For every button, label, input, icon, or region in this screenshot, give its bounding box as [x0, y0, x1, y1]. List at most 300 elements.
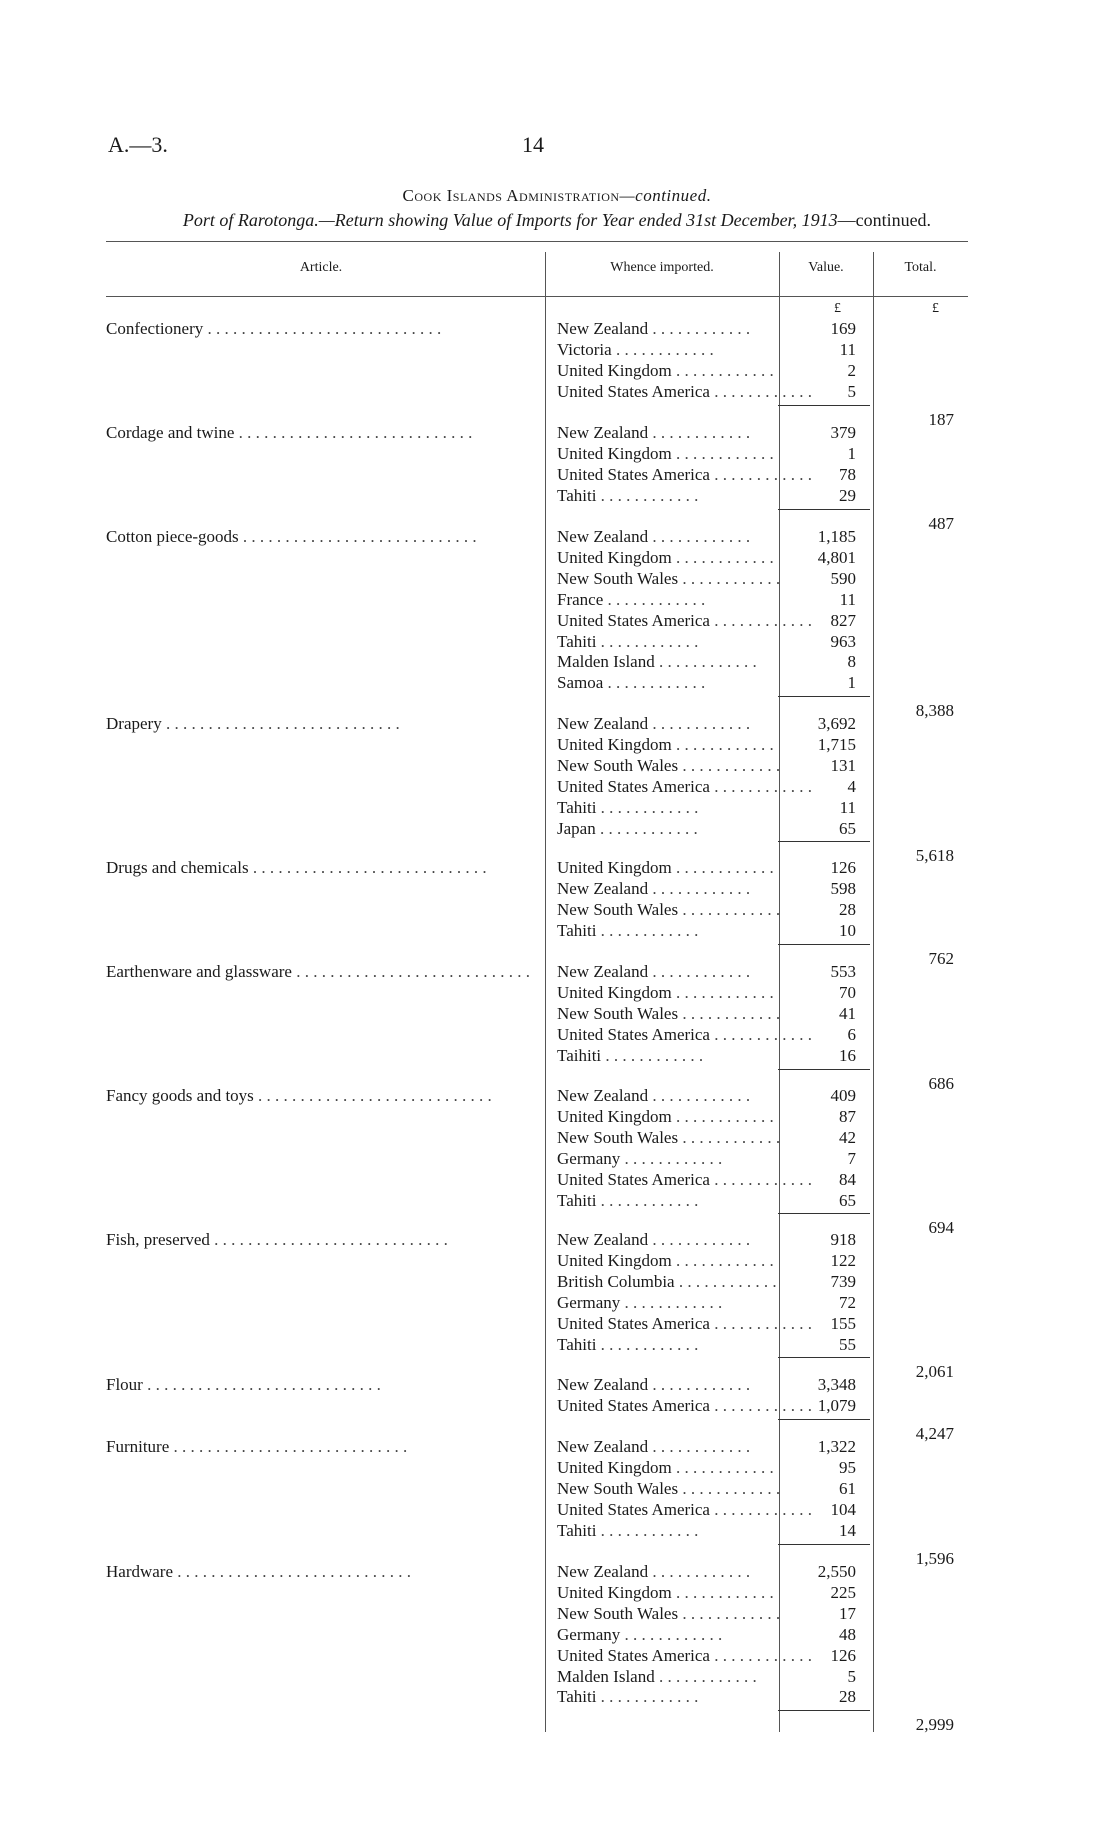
country-leader-dots: . . . . . . . . . . . . — [709, 776, 812, 796]
whence-country — [557, 1478, 781, 1499]
country-leader-dots: . . . . . . . . . . . . — [709, 381, 812, 401]
import-value: 2,550 — [817, 1562, 856, 1581]
whence-country — [557, 318, 769, 339]
import-value: 70 — [839, 982, 856, 1002]
group-total: 187 — [928, 409, 954, 429]
whence-country — [557, 464, 812, 485]
article-name: Flour — [106, 1375, 143, 1394]
article-label — [106, 1374, 530, 1395]
whence-country — [557, 1561, 769, 1582]
article-label — [106, 1229, 530, 1250]
country-leader-dots: . . . . . . . . . . . . — [671, 1582, 774, 1602]
whence-country — [557, 631, 769, 652]
group-subtotal-rule — [778, 696, 870, 697]
country-leader-dots: . . . . . . . . . . . . — [671, 734, 774, 754]
country-name: New Zealand — [557, 1375, 649, 1394]
country-leader-dots: . . . . . . . . . . . . — [674, 1271, 777, 1291]
whence-country — [557, 1395, 812, 1416]
country-name: Japan — [557, 818, 596, 838]
whence-country — [557, 920, 769, 941]
whence-country — [557, 1520, 769, 1541]
header-top-rule — [106, 241, 968, 242]
country-name: United States America — [557, 1024, 710, 1044]
group-total: 762 — [928, 948, 954, 968]
article-name: Cotton piece-goods — [106, 527, 239, 546]
whence-country — [557, 485, 769, 506]
country-name: British Columbia — [557, 1271, 675, 1291]
value-currency-symbol: £ — [834, 301, 841, 316]
country-name: New South Wales — [557, 755, 679, 775]
country-leader-dots: . . . . . . . . . . . . — [603, 673, 706, 693]
import-value: 48 — [839, 1624, 856, 1644]
country-name: New Zealand — [557, 962, 649, 981]
whence-country — [557, 547, 774, 568]
country-name: Malden Island — [557, 652, 655, 672]
whence-country — [557, 568, 781, 589]
whence-country — [557, 878, 769, 899]
article-label — [106, 526, 530, 547]
whence-country — [557, 713, 769, 734]
country-leader-dots: . . . . . . . . . . . . — [648, 1230, 751, 1249]
country-name: New Zealand — [557, 1562, 649, 1581]
group-subtotal-rule — [778, 1544, 870, 1545]
whence-country — [557, 381, 812, 402]
import-value: 1 — [847, 443, 856, 463]
import-value: 827 — [830, 610, 856, 630]
country-name: United States America — [557, 464, 710, 484]
article-leader-dots: . . . . . . . . . . . . . . . . . . . . . . . . . . . . — [173, 1562, 412, 1581]
country-name: New Zealand — [557, 1230, 649, 1249]
country-leader-dots: . . . . . . . . . . . . — [603, 589, 706, 609]
country-name: United Kingdom — [557, 1457, 672, 1477]
import-value: 963 — [830, 631, 856, 651]
whence-country — [557, 1334, 769, 1355]
country-leader-dots: . . . . . . . . . . . . — [678, 755, 781, 775]
country-name: United Kingdom — [557, 734, 672, 754]
import-value: 87 — [839, 1106, 856, 1126]
article-leader-dots: . . . . . . . . . . . . . . . . . . . . . . . . . . . . — [234, 423, 473, 442]
import-value: 104 — [830, 1499, 856, 1519]
article-leader-dots: . . . . . . . . . . . . . . . . . . . . . . . . . . . . — [253, 1086, 492, 1105]
whence-country — [557, 961, 769, 982]
import-value: 409 — [830, 1086, 856, 1105]
country-name: United States America — [557, 1395, 710, 1415]
whence-country — [557, 1190, 769, 1211]
import-value: 11 — [839, 589, 856, 609]
import-value: 379 — [830, 423, 856, 442]
whence-country — [557, 982, 774, 1003]
whence-country — [557, 1457, 774, 1478]
group-total: 686 — [928, 1073, 954, 1093]
group-subtotal-rule — [778, 1069, 870, 1070]
country-name: New South Wales — [557, 1603, 679, 1623]
import-value: 78 — [839, 464, 856, 484]
country-leader-dots: . . . . . . . . . . . . — [648, 1562, 751, 1581]
group-subtotal-rule — [778, 944, 870, 945]
whence-country — [557, 589, 769, 610]
country-name: Tahiti — [557, 1687, 597, 1707]
whence-country — [557, 526, 769, 547]
import-value: 590 — [830, 568, 856, 588]
import-value: 10 — [839, 920, 856, 940]
country-leader-dots: . . . . . . . . . . . . — [596, 1190, 699, 1210]
import-value: 1,322 — [817, 1437, 856, 1456]
country-leader-dots: . . . . . . . . . . . . — [620, 1148, 723, 1168]
import-value: 11 — [839, 339, 856, 359]
article-leader-dots: . . . . . . . . . . . . . . . . . . . . . . . . . . . . — [248, 858, 487, 877]
whence-country — [557, 776, 812, 797]
group-total: 2,061 — [915, 1362, 954, 1382]
page-number: 14 — [522, 132, 544, 157]
article-name: Fancy goods and toys — [106, 1086, 254, 1105]
column-header-value: Value. — [808, 260, 844, 275]
import-value: 17 — [839, 1603, 856, 1623]
whence-country — [557, 1271, 777, 1292]
country-name: United Kingdom — [557, 858, 672, 877]
country-name: United States America — [557, 610, 710, 630]
country-name: Samoa — [557, 673, 604, 693]
whence-country — [557, 1250, 774, 1271]
article-label — [106, 1436, 530, 1457]
country-name: New Zealand — [557, 1437, 649, 1456]
import-value: 84 — [839, 1169, 856, 1189]
import-value: 65 — [839, 1190, 856, 1210]
import-value: 14 — [839, 1520, 856, 1540]
country-name: Tahiti — [557, 797, 597, 817]
country-leader-dots: . . . . . . . . . . . . — [648, 319, 751, 338]
country-leader-dots: . . . . . . . . . . . . — [709, 1499, 812, 1519]
import-value: 11 — [839, 797, 856, 817]
country-leader-dots: . . . . . . . . . . . . — [709, 1024, 812, 1044]
import-value: 598 — [830, 878, 856, 898]
header-bottom-rule — [106, 296, 968, 297]
report-reference: A.—3. — [108, 132, 168, 157]
country-name: United Kingdom — [557, 1250, 672, 1270]
country-leader-dots: . . . . . . . . . . . . — [648, 1086, 751, 1105]
group-total: 1,596 — [915, 1548, 954, 1568]
article-name: Fish, preserved — [106, 1230, 210, 1249]
whence-country — [557, 443, 774, 464]
import-value: 3,348 — [817, 1375, 856, 1394]
country-name: New Zealand — [557, 527, 649, 546]
country-name: Tahiti — [557, 1334, 597, 1354]
import-value: 8 — [847, 652, 856, 672]
import-value: 95 — [839, 1457, 856, 1477]
country-name: New Zealand — [557, 714, 649, 733]
import-value: 4,801 — [817, 547, 856, 567]
group-subtotal-rule — [778, 1357, 870, 1358]
country-leader-dots: . . . . . . . . . . . . — [595, 818, 698, 838]
import-value: 225 — [830, 1582, 856, 1602]
import-value: 1,079 — [817, 1395, 856, 1415]
caption-continued: —continued. — [837, 210, 932, 230]
article-label — [106, 1561, 530, 1582]
whence-country — [557, 651, 769, 672]
article-label — [106, 713, 530, 734]
whence-country — [557, 755, 781, 776]
country-leader-dots: . . . . . . . . . . . . — [596, 485, 699, 505]
import-value: 42 — [839, 1127, 856, 1147]
country-name: New Zealand — [557, 1086, 649, 1105]
column-header-whence: Whence imported. — [610, 260, 714, 275]
group-subtotal-rule — [778, 1419, 870, 1420]
import-value: 131 — [830, 755, 856, 775]
country-name: Germany — [557, 1292, 621, 1312]
import-value: 126 — [830, 858, 856, 877]
article-leader-dots: . . . . . . . . . . . . . . . . . . . . . . . . . . . . — [238, 527, 477, 546]
article-label — [106, 422, 530, 443]
import-value: 5 — [847, 1666, 856, 1686]
whence-country — [557, 1106, 774, 1127]
country-leader-dots: . . . . . . . . . . . . — [648, 962, 751, 981]
country-leader-dots: . . . . . . . . . . . . — [678, 1478, 781, 1498]
whence-country — [557, 339, 769, 360]
import-value: 5 — [847, 381, 856, 401]
country-name: United States America — [557, 381, 710, 401]
import-value: 29 — [839, 485, 856, 505]
country-leader-dots: . . . . . . . . . . . . — [678, 1603, 781, 1623]
country-name: Tahiti — [557, 1190, 597, 1210]
country-name: New South Wales — [557, 1003, 679, 1023]
article-leader-dots: . . . . . . . . . . . . . . . . . . . . . . . . . . . . — [142, 1375, 381, 1394]
column-header-total: Total. — [904, 260, 937, 275]
country-name: United Kingdom — [557, 1582, 672, 1602]
country-name: Taihiti — [557, 1045, 602, 1065]
whence-country — [557, 1499, 812, 1520]
article-leader-dots: . . . . . . . . . . . . . . . . . . . . . . . . . . . . — [203, 319, 442, 338]
whence-country — [557, 857, 774, 878]
import-value: 553 — [830, 962, 856, 981]
country-leader-dots: . . . . . . . . . . . . — [671, 1250, 774, 1270]
whence-country — [557, 1292, 769, 1313]
country-name: New South Wales — [557, 568, 679, 588]
country-leader-dots: . . . . . . . . . . . . — [648, 423, 751, 442]
country-name: New South Wales — [557, 1478, 679, 1498]
country-name: New South Wales — [557, 899, 679, 919]
import-value: 2 — [847, 360, 856, 380]
country-leader-dots: . . . . . . . . . . . . — [709, 1313, 812, 1333]
country-leader-dots: . . . . . . . . . . . . — [671, 982, 774, 1002]
article-leader-dots: . . . . . . . . . . . . . . . . . . . . . . . . . . . . — [169, 1437, 408, 1456]
whence-country — [557, 1148, 769, 1169]
whence-country — [557, 1003, 781, 1024]
country-leader-dots: . . . . . . . . . . . . — [709, 610, 812, 630]
article-name: Earthenware and glassware — [106, 962, 292, 981]
whence-country — [557, 672, 769, 693]
import-value: 41 — [839, 1003, 856, 1023]
country-leader-dots: . . . . . . . . . . . . — [709, 1645, 812, 1665]
group-total: 5,618 — [915, 846, 954, 866]
caption-text: Port of Rarotonga.—Return showing Value of Imports for Year ended 31st December, 1913 — [182, 210, 838, 230]
whence-country — [557, 1085, 769, 1106]
article-leader-dots: . . . . . . . . . . . . . . . . . . . . . . . . . . . . — [161, 714, 400, 733]
country-name: New Zealand — [557, 319, 649, 338]
import-value: 7 — [847, 1148, 856, 1168]
article-name: Confectionery — [106, 319, 204, 338]
country-leader-dots: . . . . . . . . . . . . — [671, 1457, 774, 1477]
group-subtotal-rule — [778, 841, 870, 842]
import-value: 122 — [830, 1250, 856, 1270]
country-leader-dots: . . . . . . . . . . . . — [596, 1334, 699, 1354]
article-name: Cordage and twine — [106, 423, 235, 442]
country-name: United Kingdom — [557, 1106, 672, 1126]
total-currency-symbol: £ — [932, 301, 939, 316]
country-name: United States America — [557, 1499, 710, 1519]
country-leader-dots: . . . . . . . . . . . . — [596, 1520, 699, 1540]
country-name: Tahiti — [557, 631, 597, 651]
country-leader-dots: . . . . . . . . . . . . — [678, 568, 781, 588]
import-value: 4 — [847, 776, 856, 796]
country-leader-dots: . . . . . . . . . . . . — [620, 1624, 723, 1644]
import-value: 3,692 — [817, 714, 856, 733]
import-value: 6 — [847, 1024, 856, 1044]
country-name: New South Wales — [557, 1127, 679, 1147]
title-continued: —continued. — [619, 186, 712, 205]
import-value: 16 — [839, 1045, 856, 1065]
country-leader-dots: . . . . . . . . . . . . — [671, 547, 774, 567]
whence-country — [557, 1374, 769, 1395]
import-value: 1,185 — [817, 527, 856, 546]
country-name: Germany — [557, 1624, 621, 1644]
whence-country — [557, 1624, 769, 1645]
whence-country — [557, 734, 774, 755]
country-leader-dots: . . . . . . . . . . . . — [678, 1003, 781, 1023]
article-label — [106, 1085, 530, 1106]
whence-country — [557, 610, 812, 631]
whence-country — [557, 1169, 812, 1190]
group-total: 2,999 — [915, 1715, 954, 1735]
country-leader-dots: . . . . . . . . . . . . — [671, 1106, 774, 1126]
country-name: Tahiti — [557, 1520, 597, 1540]
country-name: France — [557, 589, 604, 609]
whence-country — [557, 360, 774, 381]
whence-country — [557, 1127, 781, 1148]
country-leader-dots: . . . . . . . . . . . . — [678, 1127, 781, 1147]
whence-country — [557, 1045, 769, 1066]
country-leader-dots: . . . . . . . . . . . . — [596, 797, 699, 817]
import-value: 55 — [839, 1334, 856, 1354]
country-leader-dots: . . . . . . . . . . . . — [648, 1437, 751, 1456]
country-name: United Kingdom — [557, 982, 672, 1002]
import-value: 126 — [830, 1645, 856, 1665]
import-value: 28 — [839, 899, 856, 919]
group-total: 8,388 — [915, 701, 954, 721]
column-header-article: Article. — [299, 260, 343, 275]
country-leader-dots: . . . . . . . . . . . . — [671, 360, 774, 380]
country-leader-dots: . . . . . . . . . . . . — [654, 652, 757, 672]
country-name: Germany — [557, 1148, 621, 1168]
whence-country — [557, 422, 769, 443]
country-name: United States America — [557, 1645, 710, 1665]
article-name: Drugs and chemicals — [106, 858, 249, 877]
whence-country — [557, 1582, 774, 1603]
country-leader-dots: . . . . . . . . . . . . — [709, 1169, 812, 1189]
article-label — [106, 961, 530, 982]
country-name: United States America — [557, 1313, 710, 1333]
article-name: Furniture — [106, 1437, 170, 1456]
group-total: 4,247 — [915, 1423, 954, 1443]
group-subtotal-rule — [778, 1213, 870, 1214]
country-leader-dots: . . . . . . . . . . . . — [709, 464, 812, 484]
country-name: United Kingdom — [557, 547, 672, 567]
whence-country — [557, 1603, 781, 1624]
country-leader-dots: . . . . . . . . . . . . — [654, 1666, 757, 1686]
article-label — [106, 318, 530, 339]
column-divider-3 — [873, 252, 874, 1732]
country-name: United Kingdom — [557, 443, 672, 463]
import-value: 169 — [830, 319, 856, 338]
country-name: Malden Island — [557, 1666, 655, 1686]
whence-country — [557, 1666, 769, 1687]
import-value: 72 — [839, 1292, 856, 1312]
group-total: 694 — [928, 1218, 954, 1238]
group-subtotal-rule — [778, 509, 870, 510]
whence-country — [557, 899, 781, 920]
whence-country — [557, 1229, 769, 1250]
import-value: 1 — [847, 673, 856, 693]
article-leader-dots: . . . . . . . . . . . . . . . . . . . . . . . . . . . . — [291, 962, 530, 981]
country-name: United Kingdom — [557, 360, 672, 380]
whence-country — [557, 1436, 769, 1457]
whence-country — [557, 818, 769, 839]
article-name: Drapery — [106, 714, 162, 733]
import-value: 65 — [839, 818, 856, 838]
import-value: 918 — [830, 1230, 856, 1249]
group-total: 487 — [928, 513, 954, 533]
import-value: 61 — [839, 1478, 856, 1498]
import-value: 155 — [830, 1313, 856, 1333]
article-label — [106, 857, 530, 878]
document-title — [0, 186, 1114, 206]
country-name: Tahiti — [557, 920, 597, 940]
country-name: United States America — [557, 776, 710, 796]
whence-country — [557, 1645, 812, 1666]
country-leader-dots: . . . . . . . . . . . . — [611, 339, 714, 359]
title-main: Cook Islands Administration — [402, 186, 620, 205]
country-name: New Zealand — [557, 878, 649, 898]
whence-country — [557, 1024, 812, 1045]
table-caption — [0, 210, 1114, 231]
country-leader-dots: . . . . . . . . . . . . — [596, 1687, 699, 1707]
group-subtotal-rule — [778, 405, 870, 406]
country-leader-dots: . . . . . . . . . . . . — [671, 858, 774, 877]
group-subtotal-rule — [778, 1710, 870, 1711]
country-name: Victoria — [557, 339, 612, 359]
whence-country — [557, 797, 769, 818]
article-name: Hardware — [106, 1562, 174, 1581]
whence-country — [557, 1313, 812, 1334]
import-value: 28 — [839, 1687, 856, 1707]
country-leader-dots: . . . . . . . . . . . . — [671, 443, 774, 463]
country-name: New Zealand — [557, 423, 649, 442]
country-name: United States America — [557, 1169, 710, 1189]
import-value: 1,715 — [817, 734, 856, 754]
country-leader-dots: . . . . . . . . . . . . — [601, 1045, 704, 1065]
article-leader-dots: . . . . . . . . . . . . . . . . . . . . . . . . . . . . — [209, 1230, 448, 1249]
country-name: Tahiti — [557, 485, 597, 505]
import-value: 739 — [830, 1271, 856, 1291]
whence-country — [557, 1686, 769, 1707]
country-leader-dots: . . . . . . . . . . . . — [648, 714, 751, 733]
country-leader-dots: . . . . . . . . . . . . — [648, 878, 751, 898]
country-leader-dots: . . . . . . . . . . . . — [648, 527, 751, 546]
country-leader-dots: . . . . . . . . . . . . — [648, 1375, 751, 1394]
country-leader-dots: . . . . . . . . . . . . — [709, 1395, 812, 1415]
country-leader-dots: . . . . . . . . . . . . — [596, 920, 699, 940]
column-divider-1 — [545, 252, 546, 1732]
country-leader-dots: . . . . . . . . . . . . — [596, 631, 699, 651]
country-leader-dots: . . . . . . . . . . . . — [678, 899, 781, 919]
